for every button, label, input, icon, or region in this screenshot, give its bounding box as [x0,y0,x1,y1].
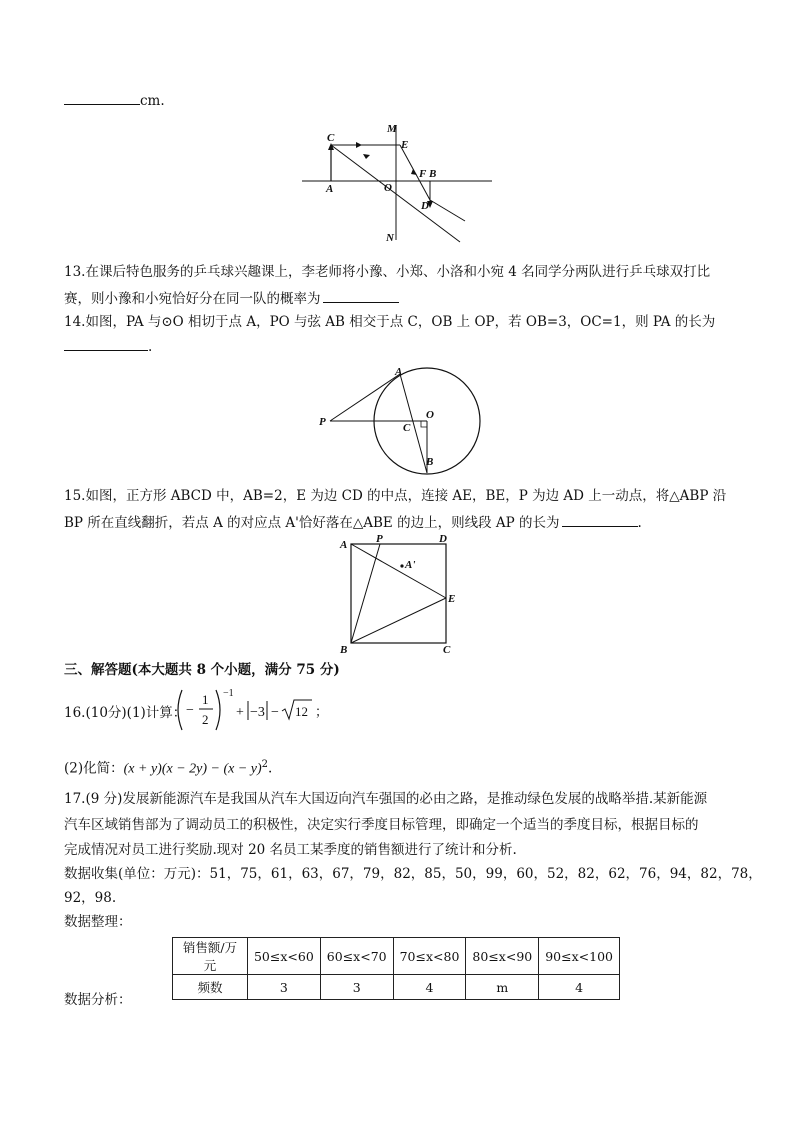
answer-blank [64,336,148,351]
answer-blank [323,288,399,303]
q16-part-1: 16.(10分)(1)计算： [64,705,187,721]
table-header: 90≤x<100 [539,938,620,975]
svg-text:1: 1 [202,692,209,707]
table-cell: 3 [247,975,320,1000]
q13-line-2: 赛，则小豫和小宛恰好分在同一队的概率为 [64,288,399,309]
table-cell: 4 [393,975,466,1000]
q15-line-2: BP 所在直线翻折，若点 A 的对应点 A'恰好落在△ABE 的边上，则线段 AP 的长为 . [64,512,642,533]
q17-data-collection-1: 数据收集(单位：万元)：51，75，61，63，67，79，82，85，50，99，60，52，82，62，76，94，82，78， [64,866,762,882]
label-d: D [439,533,447,545]
q14-line-2: . [64,336,152,357]
label-p: P [319,416,326,428]
q17-line-3: 完成情况对员工进行奖励.现对 20 名员工某季度的销售额进行了统计和分析. [64,842,517,858]
table-row [173,975,620,1000]
label-c: C [443,644,451,656]
label-e: E [448,593,456,605]
point-a-prime [400,564,403,567]
label-f: F [419,168,427,180]
svg-text:12: 12 [295,704,308,719]
label-b: B [340,644,348,656]
table-header: 50≤x<60 [247,938,320,975]
figure-12-optics [300,120,500,245]
svg-text:；: ； [315,704,329,719]
label-c: C [403,422,411,434]
q17-analysis-label: 数据分析： [64,992,132,1008]
q12-answer-line: cm. [64,90,165,111]
q16-part-2: (2)化简：$(x + y)(x - 2y) - (x - y)^2$. [64,759,273,777]
label-a: A [326,183,334,195]
table-cell: m [466,975,539,1000]
right-angle-mark [421,421,427,427]
q17-organize-label: 数据整理： [64,914,132,930]
label-n: N [386,232,394,244]
table-header: 销售额/万元 [173,938,248,975]
section-3-title: 三、解答题(本大题共 8 个小题，满分 75 分) [64,662,340,678]
table-row-label: 频数 [173,975,248,1000]
label-o: O [426,409,434,421]
svg-text:−: − [186,703,194,718]
table-cell: 4 [539,975,620,1000]
q15-line-1: 15.如图，正方形 ABCD 中，AB=2，E 为边 CD 的中点，连接 AE，BE，P 为边 AD 上一动点，将△ABP 沿 [64,488,727,504]
answer-blank [64,90,140,105]
svg-text:−3: −3 [250,705,265,720]
q13-line-1: 13.在课后特色服务的乒乓球兴趣课上，李老师将小豫、小郑、小洛和小宛 4 名同学分两队进行乒乓球双打比 [64,264,711,280]
q17-line-2: 汽车区域销售部为了调动员工的积极性，决定实行季度目标管理，即确定一个适当的季度目标，根据目标的 [64,817,699,833]
label-b: B [429,168,437,180]
table-header-row [173,938,620,975]
svg-text:−: − [271,705,279,720]
table-header: 60≤x<70 [320,938,393,975]
q16-part1-expression [176,686,329,732]
table-cell: 3 [320,975,393,1000]
ray-d-ext [430,200,465,221]
label-a-prime: A' [405,559,416,571]
svg-text:−1: −1 [223,688,234,699]
label-c: C [327,132,335,144]
q14-line-1: 14.如图，PA 与⊙O 相切于点 A，PO 与弦 AB 相交于点 C，OB 上 OP，若 OB=3，OC=1，则 PA 的长为 [64,314,716,330]
q17-line-1: 17.(9 分)发展新能源汽车是我国从汽车大国迈向汽车强国的必由之路，是推动绿色发展的战略举措.某新能源 [64,791,708,807]
segment-be [351,598,446,643]
q17-data-collection-2: 92，98. [64,890,117,906]
label-p: P [376,533,383,545]
svg-text:+: + [236,705,244,720]
figure-14-circle [315,364,495,474]
figure-15-square [335,532,465,656]
segment-ae [351,544,446,598]
label-e: E [401,139,409,151]
answer-blank [562,512,638,527]
label-a: A [395,366,403,378]
frequency-table [172,937,620,1000]
table-header: 70≤x<80 [393,938,466,975]
segment-bp [351,544,380,643]
label-b: B [426,456,434,468]
table-header: 80≤x<90 [466,938,539,975]
label-a: A [340,539,348,551]
segment-pa [330,374,400,421]
label-o: O [384,182,392,194]
svg-text:2: 2 [202,712,209,727]
label-d: D [421,200,429,212]
label-m: M [387,123,397,135]
